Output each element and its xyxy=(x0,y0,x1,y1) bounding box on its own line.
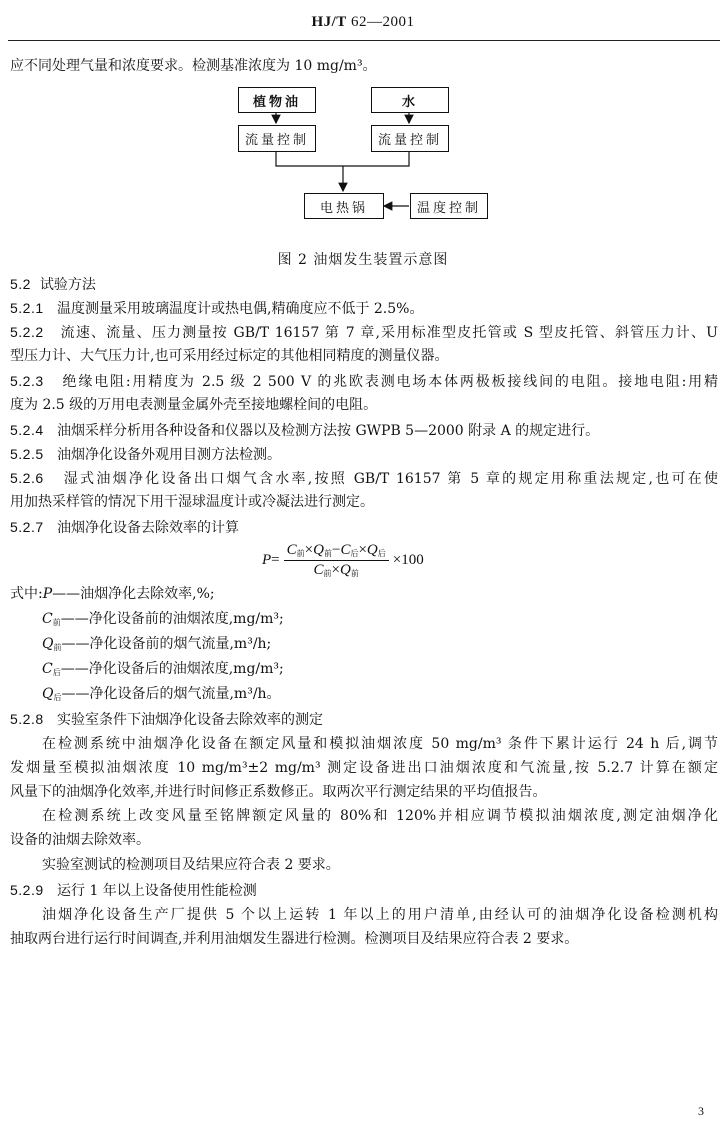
definition-subscript: 前 xyxy=(52,618,61,627)
definition-symbol: C xyxy=(42,611,53,627)
sub-front: 前 xyxy=(323,568,332,578)
section-number: 5.2 xyxy=(10,276,31,292)
section-number: 5.2.8 xyxy=(10,711,44,727)
sub-front: 前 xyxy=(296,548,305,558)
section-text-cont: 用加热采样管的情况下用干湿球温度计或冷凝法进行测定。 xyxy=(10,494,374,510)
section-5-2-9 xyxy=(10,880,718,900)
section-number: 5.2.7 xyxy=(10,519,44,535)
definition-text: ——净化设备后的烟气流量,m³/h。 xyxy=(61,686,281,702)
section-5-2-1 xyxy=(10,298,718,318)
section-number: 5.2.5 xyxy=(10,446,44,462)
figure-caption: 图 2 油烟发生装置示意图 xyxy=(277,252,449,268)
definition-text: ——净化设备前的烟气流量,m³/h; xyxy=(61,636,272,652)
section-title: 试验方法 xyxy=(39,277,96,293)
paragraph-line: 抽取两台进行运行时间调查,并利用油烟发生器进行检测。检测项目及结果应符合表 2 要求。 xyxy=(10,931,579,947)
section-text-cont: 度为 2.5 级的万用电表测量金属外壳至接地螺栓间的电阻。 xyxy=(10,397,378,413)
definition-text: ——净化设备前的油烟浓度,mg/m³; xyxy=(60,611,284,627)
section-5-2-8 xyxy=(10,709,718,729)
box-flow-control-1: 流量控制 xyxy=(238,125,316,152)
definition-symbol: C xyxy=(42,661,53,677)
section-number: 5.2.6 xyxy=(10,470,44,486)
sym-c: C xyxy=(313,561,324,578)
box-vegetable-oil: 植物油 xyxy=(238,87,316,113)
section-number: 5.2.2 xyxy=(10,324,44,340)
paragraph-line: 风量下的油烟净化效率,并进行时间修正系数修正。取两次平行测定结果的平均值报告。 xyxy=(10,784,547,800)
section-number: 5.2.3 xyxy=(10,373,44,389)
section-5-2-3 xyxy=(10,371,718,391)
definition-row-3 xyxy=(42,634,271,658)
formula-equals: = xyxy=(271,551,280,568)
section-title: 运行 1 年以上设备使用性能检测 xyxy=(57,883,257,899)
section-5-2-2 xyxy=(10,322,718,342)
definition-symbol: P xyxy=(42,586,53,602)
section-text: 油烟净化设备外观用目测方法检测。 xyxy=(57,447,281,463)
sym-q: Q xyxy=(366,541,378,558)
sym-q: Q xyxy=(313,541,324,558)
definition-subscript: 前 xyxy=(53,643,62,652)
sub-front: 前 xyxy=(323,548,332,558)
sub-back: 后 xyxy=(377,548,386,558)
intro-line: 应不同处理气量和浓度要求。检测基准浓度为 10 mg/m³。 xyxy=(10,58,377,74)
section-5-2 xyxy=(10,274,718,294)
sub-front: 前 xyxy=(350,568,359,578)
op-minus: − xyxy=(331,541,341,558)
paragraph-line: 在检测系统上改变风量至铭牌额定风量的 80%和 120%并相应调节模拟油烟浓度,测定油烟净化 xyxy=(42,808,718,824)
paragraph-line: 设备的油烟去除效率。 xyxy=(10,832,150,848)
section-5-2-7 xyxy=(10,517,718,537)
paragraph-line: 发烟量至模拟油烟浓度 10 mg/m³±2 mg/m³ 测定设备进出口油烟浓度和气流量,按 5.2.7 计算在额定 xyxy=(10,760,718,776)
sym-c: C xyxy=(340,541,351,558)
section-text: 温度测量采用玻璃温度计或热电偶,精确度应不低于 2.5%。 xyxy=(57,301,424,317)
section-text: 湿式油烟净化设备出口烟气含水率,按照 GB/T 16157 第 5 章的规定用称重法规定,也可在使 xyxy=(63,471,718,487)
box-flow-control-2: 流量控制 xyxy=(371,125,449,152)
op-times: × xyxy=(358,541,367,558)
standard-number: 62—2001 xyxy=(351,14,415,30)
definition-text: ——净化设备后的油烟浓度,mg/m³; xyxy=(60,661,284,677)
section-text: 绝缘电阻:用精度为 2.5 级 2 500 V 的兆欧表测电场本体两极板接线间的电阻。接地电阻:用精 xyxy=(62,374,718,390)
definition-subscript: 后 xyxy=(52,668,61,677)
standard-code: HJ/T xyxy=(311,14,347,30)
section-5-2-6 xyxy=(10,468,718,488)
definition-symbol: Q xyxy=(42,686,54,702)
section-text: 油烟采样分析用各种设备和仪器以及检测方法按 GWPB 5—2000 附录 A 的规定进行。 xyxy=(57,423,600,439)
flow-merge-line xyxy=(276,152,409,166)
paragraph-line: 实验室测试的检测项目及结果应符合表 2 要求。 xyxy=(42,857,340,873)
definition-row-2 xyxy=(42,609,284,633)
efficiency-formula xyxy=(262,538,424,582)
definition-row-1 xyxy=(10,584,215,604)
section-text-cont: 型压力计、大气压力计,也可采用经过标定的其他相同精度的测量仪器。 xyxy=(10,348,449,364)
section-text: 油烟净化设备去除效率的计算 xyxy=(57,520,239,536)
section-5-2-4 xyxy=(10,420,718,440)
formula-times-100: ×100 xyxy=(392,551,424,568)
page-number: 3 xyxy=(698,1104,704,1118)
definition-prefix: 式中: xyxy=(10,586,43,602)
definition-subscript: 后 xyxy=(53,693,62,702)
sub-back: 后 xyxy=(350,548,359,558)
formula-denominator xyxy=(314,561,359,579)
definition-symbol: Q xyxy=(42,636,54,652)
formula-numerator xyxy=(284,542,389,561)
section-number: 5.2.9 xyxy=(10,882,44,898)
sym-q: Q xyxy=(340,561,351,578)
section-number: 5.2.4 xyxy=(10,422,44,438)
paragraph-line: 油烟净化设备生产厂提供 5 个以上运转 1 年以上的用户清单,由经认可的油烟净化设备检测机构 xyxy=(42,907,718,923)
sym-c: C xyxy=(286,541,297,558)
definition-row-4 xyxy=(42,659,284,683)
box-temperature-control: 温度控制 xyxy=(410,193,488,219)
definition-text: ——油烟净化去除效率,%; xyxy=(52,586,215,602)
formula-fraction xyxy=(284,542,389,579)
op-times: × xyxy=(304,541,314,558)
paragraph-line: 在检测系统中油烟净化设备在额定风量和模拟油烟浓度 50 mg/m³ 条件下累计运行 24 h 后,调节 xyxy=(42,736,718,752)
section-5-2-5 xyxy=(10,444,718,464)
section-number: 5.2.1 xyxy=(10,300,44,316)
section-title: 实验室条件下油烟净化设备去除效率的测定 xyxy=(57,712,323,728)
formula-lhs: P xyxy=(262,551,272,568)
definition-row-5 xyxy=(42,684,281,708)
op-times: × xyxy=(331,561,341,578)
box-water: 水 xyxy=(371,87,449,113)
box-electric-pot: 电热锅 xyxy=(304,193,384,219)
section-text: 流速、流量、压力测量按 GB/T 16157 第 7 章,采用标准型皮托管或 S 型皮托管、斜管压力计、U xyxy=(60,325,718,341)
